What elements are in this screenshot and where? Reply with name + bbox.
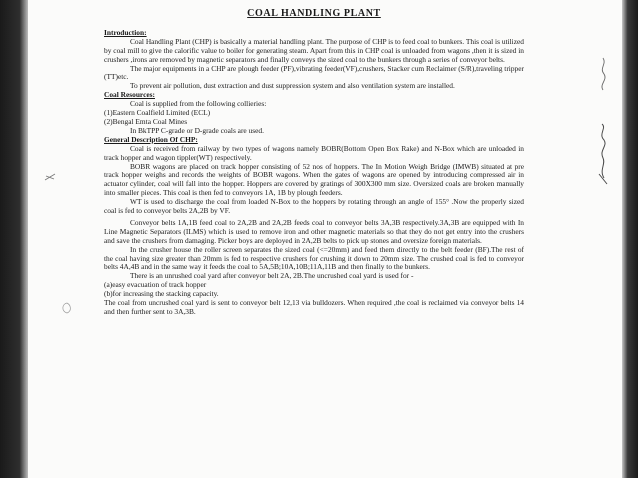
handwritten-annotation	[593, 54, 613, 194]
paragraph: The coal from uncrushed coal yard is sent to conveyor belt 12,13 via bulldozers. When required ,the coal is reclaimed via conveyor belts 14 and then further sent to 3A,3B.	[104, 298, 524, 316]
paragraph: Coal Handling Plant (CHP) is basically a material handling plant. The purpose of CHP is to feed coal to bunkers. This coal is utilized by coal mill to give the calorific value to boiler for generating steam. Apart from this in CHP coal is unloaded from wagons ,then it is sized in crushers ,irons are removed by magnetic separators and finally conveys the sized coal to the bunkers through a series of conveyor belts.	[104, 36, 524, 64]
document-body	[104, 10, 524, 317]
paragraph: BOBR wagons are placed on track hopper consisting of 52 nos of hoppers. The In Motion Weigh Bridge (IMWB) situated at pre track hopper weighs and records the weights of BOBR wagons. When the gates of wagons are opened by introducing compressed air in actuator cylinder, coal will fall into the hopper. Hoppers are covered by gratings of 300X300 mm size. Oversized coals are broken manually into smaller pieces. This coal is then fed to conveyors 1A, 1B by plough feeders.	[104, 161, 524, 198]
paragraph: In BkTPP C-grade or D-grade coals are used.	[130, 125, 264, 135]
paragraph: (2)Bengal Emta Coal Mines	[104, 116, 188, 126]
right-frame-bar	[622, 0, 638, 478]
section-heading: Coal Resources:	[104, 90, 155, 100]
paragraph: To prevent air pollution, dust extraction and dust suppression system and also ventilation system are installed.	[130, 81, 455, 91]
document-content	[104, 29, 524, 317]
section-heading: Introduction:	[104, 27, 147, 37]
paragraph: WT is used to discharge the coal from loaded N-Box to the hoppers by rotating through an angle of 155° .Now the properly sized coal is fed to conveyor belts 2A,2B by VF.	[104, 197, 524, 216]
paragraph: The major equipments in a CHP are plough feeder (PF),vibrating feeder(VF),crushers, Stacker cum Reclaimer (S/R),traveling tripper (TT)etc.	[104, 63, 524, 82]
margin-mark	[60, 302, 74, 314]
section-heading: General Description Of CHP:	[104, 134, 198, 144]
paragraph: Conveyor belts 1A,1B feed coal to 2A,2B and 2A,2B feeds coal to conveyor belts 3A,3B respectively.3A,3B are equipped with In Line Magnetic Separators (ILMS) which is used to remove iron and other magnetic materials so that they do not get entry into the crushers and save the crushers from damaging. Picker boys are deployed in 2A,2B belts to pick up stones and oversize foreign materials.	[104, 217, 524, 245]
left-frame-bar	[0, 0, 28, 478]
document-title: COAL HANDLING PLANT	[247, 8, 381, 19]
paragraph: In the crusher house the roller screen separates the sized coal (<=20mm) and feed them directly to the belt feeder (BF).The rest of the coal having size greater than 20mm is fed to respective crushers for crushing it down to 20mm size. The crushed coal is fed to conveyor belts 4A,4B and in the same way it feeds the coal to 5A,5B;10A,10B;11A,11B and then finally to the bunkers.	[104, 244, 524, 272]
paragraph: (b)for increasing the stacking capacity.	[104, 289, 219, 299]
margin-mark	[44, 172, 56, 182]
paragraph: Coal is received from railway by two types of wagons namely BOBR(Bottom Open Box Rake) and N-Box which are unloaded in track hopper and wagon tippler(WT) respectively.	[104, 143, 524, 162]
paragraph: (1)Eastern Coalfield Limited (ECL)	[104, 108, 211, 118]
paragraph: (a)easy evacuation of track hopper	[104, 280, 207, 290]
paragraph: Coal is supplied from the following collieries:	[130, 99, 267, 109]
paragraph: There is an unrushed coal yard after conveyor belt 2A, 2B.The uncrushed coal yard is used for -	[130, 271, 414, 281]
